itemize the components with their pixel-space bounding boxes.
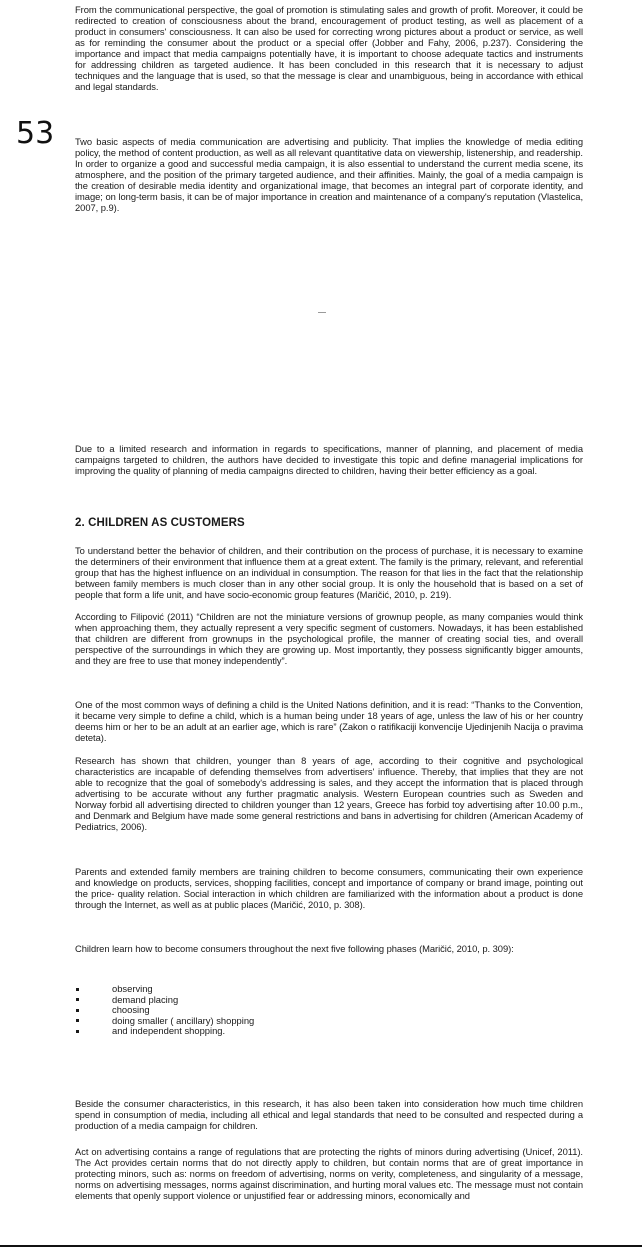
paragraph-family-influence: To understand better the behavior of children, and their contribution on the process of purchase, it is necessary to examine the determiners of their environment that influence them at a great extent. The family is the primary, relevant, and referential group that has the highest influence on an individual in consumption. The reason for that lies in the fact that the relationship between family members is much closer than in any other social group. It is only the household that is based on a set of people that form a life unit, and have socio-economic group features (Maričić, 2010, p. 219). bbox=[75, 545, 583, 600]
section-heading: 2. CHILDREN AS CUSTOMERS bbox=[75, 517, 245, 529]
list-item: doing smaller ( ancillary) shopping bbox=[75, 1016, 583, 1027]
bottom-rule bbox=[0, 1245, 642, 1247]
paragraph-un-definition: One of the most common ways of defining a child is the United Nations definition, and it is read: “Thanks to the Convention, it became very simple to define a child, which is a human being under 18 years of age, unless the law of his or her country deems him or her to be an adult at an earlier age, which is rare” (Zakon o ratifikaciji konvencije Ujedinjenih Nacija o pravima deteta). bbox=[75, 699, 583, 743]
paragraph-promotion-goal: From the communicational perspective, the goal of promotion is stimulating sales and growth of profit. Moreover, it could be redirected to creation of consciousness about the brand, encouragement of product testing, as well as placement of a product in consumers' consciousness. It can also be used for correcting wrong pictures about a product or service, as well as for reminding the consumer about the product or a special offer (Jobber and Fahy, 2006, p.237). Considering the importance and impact that media campaigns potentially have, it is important to choose adequate tactics and instruments for addressing children as targeted audience. It has been concluded in this research that it is necessary to adjust techniques and the language that is used, so that the message is clear and unambiguous, being in accordance with ethical and legal standards. bbox=[75, 4, 583, 92]
paragraph-act-on-advertising: Act on advertising contains a range of regulations that are protecting the rights of minors during advertising (Unicef, 2011). The Act provides certain norms that do not directly apply to children, but contain norms that are of great importance in protecting minors, such as: norms on freedom of advertising, norms on verity, completeness, and singularity of a message, norms on advertising messages, norms against discrimination, and hurting moral values etc. The message must not contain elements that openly support violence or unjustified fear or addressing minors, economically and bbox=[75, 1146, 583, 1201]
list-item: and independent shopping. bbox=[75, 1026, 583, 1037]
list-item: observing bbox=[75, 984, 583, 995]
paragraph-family-training: Parents and extended family members are training children to become consumers, communicating their own experience and knowledge on products, services, shopping facilities, concept and importance of company or brand image, pointing out the price- quality relation. Social interaction in which children are familiarized with the information about a product is done through the Internet, as well as at public places (Maričić, 2010, p. 308). bbox=[75, 866, 583, 910]
phases-list bbox=[75, 984, 583, 1037]
page-gap-mark bbox=[318, 312, 326, 313]
paragraph-research-motivation: Due to a limited research and information in regards to specifications, manner of planning, and placement of media campaigns targeted to children, the authors have decided to investigate this topic and define managerial implications for improving the quality of planning of media campaigns directed to children, having their better efficiency as a goal. bbox=[75, 443, 583, 476]
paragraph-filipovic-quote: According to Filipović (2011) “Children are not the miniature versions of grownup people, as many companies would think when approaching them, they actually represent a very specific segment of customers. Nowadays, it has been established that children are different from grownups in the psychological profile, the manner of creating social ties, and overall perspective of the surroundings in which they are growing up. Most importantly, they possess significantly bigger amounts, and they are free to use that money independently”. bbox=[75, 611, 583, 666]
paragraph-media-communication: Two basic aspects of media communication are advertising and publicity. That implies the knowledge of media editing policy, the method of content production, as well as all relevant quantitative data on viewership, listenership, and readership. In order to organize a good and successful media campaign, it is also essential to understand the current media scene, its atmosphere, and the position of the primary targeted audience, and their affinities. Mainly, the goal of a media campaign is the creation of desirable media identity and organizational image, that becomes an integral part of corporate identity, and image; on long-term basis, it can be of major importance in creation and maintenance of a company's reputation (Vlastelica, 2007, p.9). bbox=[75, 136, 583, 213]
paragraph-media-consumption: Beside the consumer characteristics, in this research, it has also been taken into consideration how much time children spend in consumption of media, including all ethical and legal standards that need to be consulted and respected during a production of a media campaign for children. bbox=[75, 1098, 583, 1131]
list-item: choosing bbox=[75, 1005, 583, 1016]
paragraph-cognitive-research: Research has shown that children, younger than 8 years of age, according to their cognitive and psychological characteristics are incapable of defending themselves from advertisers' influence. Thereby, that implies that they are not able to recognize that the goal of somebody's addressing is sales, and they accept the information that is placed through advertising to be accurate without any further pragmatic analysis. Western European countries such as Sweden and Norway forbid all advertising directed to children younger than 12 years, Greece has forbid toy advertising after 10.00 p.m., and Denmark and Belgium have made some general restrictions and bans in advertising for children (American Academy of Pediatrics, 2006). bbox=[75, 755, 583, 832]
page-number: 53 bbox=[16, 116, 55, 151]
list-item: demand placing bbox=[75, 995, 583, 1006]
paragraph-five-phases-intro: Children learn how to become consumers throughout the next five following phases (Maričić, 2010, p. 309): bbox=[75, 943, 514, 954]
